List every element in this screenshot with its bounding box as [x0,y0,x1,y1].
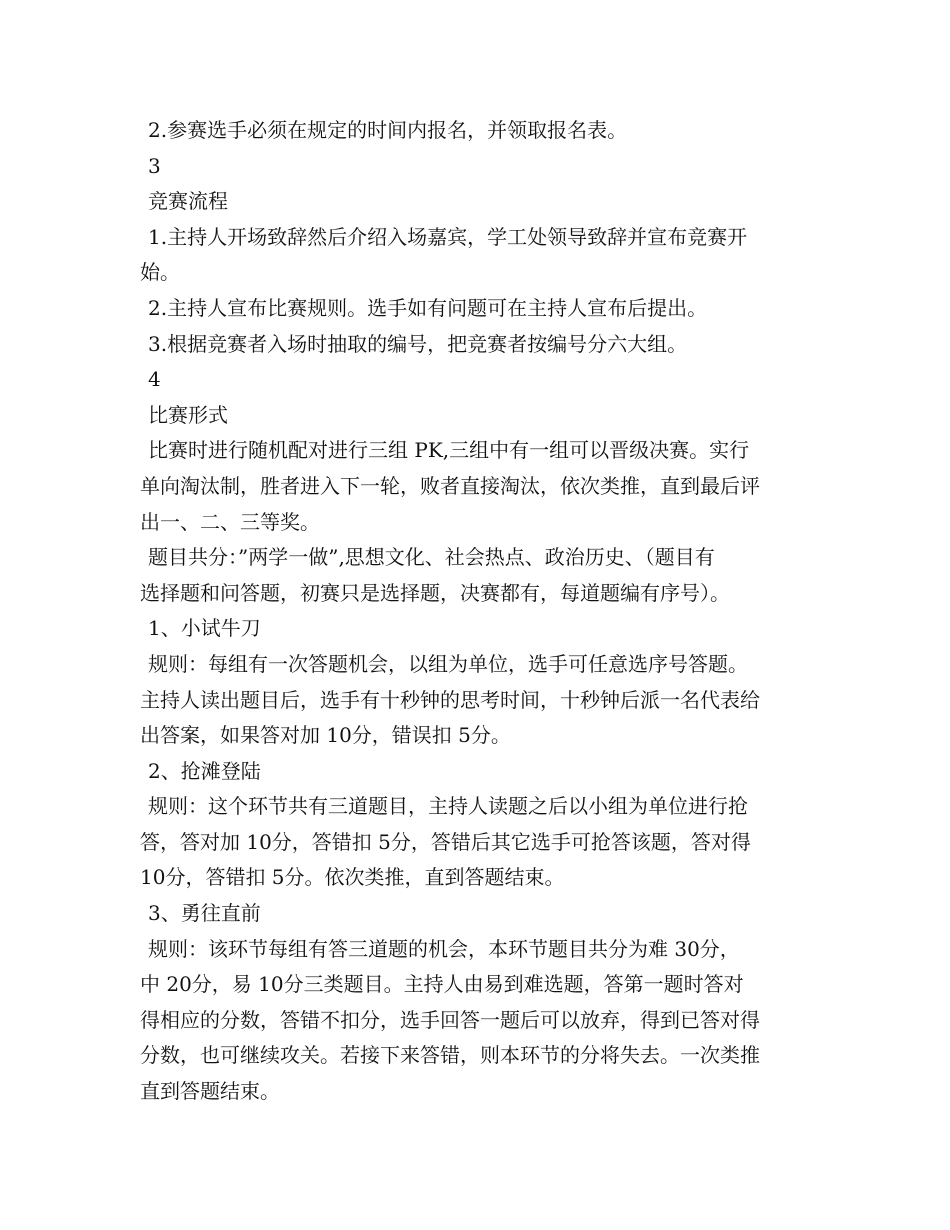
text-line: 分数，也可继续攻关。若接下来答错，则本环节的分将失去。一次类推 [140,1043,760,1068]
text-line: 规则：每组有一次答题机会，以组为单位，选手可任意选序号答题。 [148,651,748,676]
text-line: 选择题和问答题，初赛只是选择题，决赛都有，每道题编有序号）。 [140,580,730,605]
section-number: 4 [148,367,161,392]
text-line: 直到答题结束。 [140,1079,280,1104]
section-number: 3 [148,153,161,178]
text-line: 出答案，如果答对加 10分，错误扣 5分。 [140,723,511,748]
document-body [140,113,815,1110]
text-line: 规则：该环节每组有答三道题的机会，本环节题目共分为难 30分， [148,936,740,961]
subsection-heading: 3、勇往直前 [148,901,261,926]
text-line: 中 20分，易 10分三类题目。主持人由易到难选题，答第一题时答对 [140,972,744,997]
text-line: 始。 [140,260,180,285]
text-line: 规则：这个环节共有三道题目，主持人读题之后以小组为单位进行抢 [148,794,748,819]
text-line: 答，答对加 10分，答错扣 5分，答错后其它选手可抢答该题，答对得 [140,829,751,854]
text-line: 题目共分：”两学一做”,思想文化、社会热点、政治历史、（题目有 [148,545,715,570]
text-line: 比赛时进行随机配对进行三组 PK,三组中有一组可以晋级决赛。实行 [148,438,750,463]
text-line: 得相应的分数，答错不扣分，选手回答一题后可以放弃，得到已答对得 [140,1007,760,1032]
text-line: 1.主持人开场致辞然后介绍入场嘉宾，学工处领导致辞并宣布竞赛开 [148,224,748,249]
text-line: 单向淘汰制，胜者进入下一轮，败者直接淘汰，依次类推，直到最后评 [140,473,760,498]
text-line: 2.参赛选手必须在规定的时间内报名，并领取报名表。 [148,118,628,142]
text-line: 3.根据竞赛者入场时抽取的编号，把竞赛者按编号分六大组。 [148,331,688,356]
text-line: 出一、二、三等奖。 [140,509,320,534]
subsection-heading: 2、抢滩登陆 [148,758,261,783]
section-heading: 比赛形式 [148,402,228,427]
text-line: 10分，答错扣 5分。依次类推，直到答题结束。 [140,865,565,890]
section-heading: 竞赛流程 [148,189,228,214]
subsection-heading: 1、小试牛刀 [148,616,261,641]
text-line: 2.主持人宣布比赛规则。选手如有问题可在主持人宣布后提出。 [148,295,708,320]
text-line: 主持人读出题目后，选手有十秒钟的思考时间，十秒钟后派一名代表给 [140,687,760,712]
